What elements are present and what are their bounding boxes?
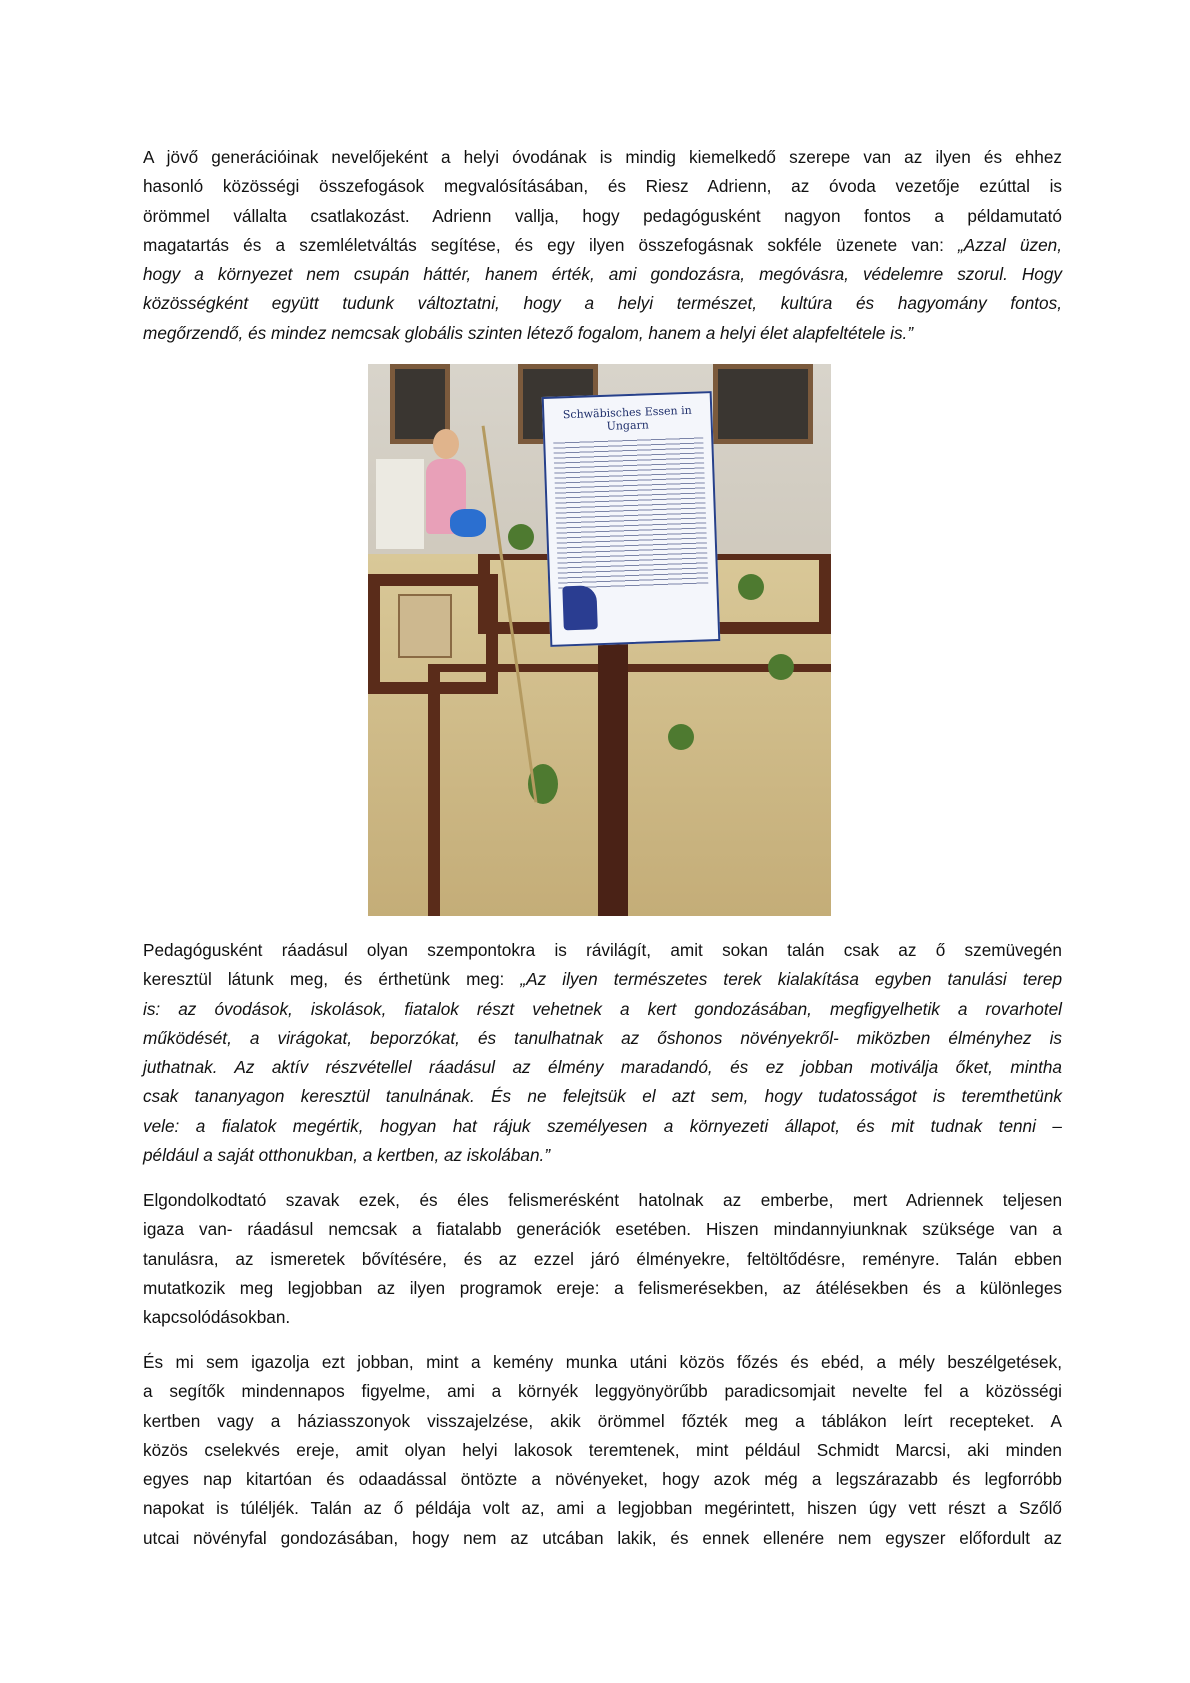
text-run: magatartás és a szemléletváltás segítése, és egy ilyen összefogásnak sokféle üzenete van:: [143, 234, 959, 255]
text-run: kertben vagy a háziasszonyok visszajelzése, akik örömmel főzték meg a táblákon leírt recepteket. A: [143, 1410, 1062, 1431]
text-run: keresztül látunk meg, és érthetünk meg:: [143, 969, 521, 990]
sign-body-text: [553, 435, 708, 590]
text-run: utcai növényfal gondozásában, hogy nem az utcában lakik, és ennek ellenére nem egyszer előfordult az: [143, 1527, 1062, 1548]
text-line: [143, 1215, 1062, 1244]
text-run: mutatkozik meg legjobban az ilyen programok ereje: a felismerésekben, az átélésekben és a különleges: [143, 1277, 1062, 1298]
text-run: egyes nap kitartóan és odaadással öntözte a növényeket, hogy azok még a legszárazabb és legforróbb: [143, 1469, 1062, 1490]
text-line: [143, 1274, 1062, 1303]
text-run: Elgondolkodtató szavak ezek, és éles felismerésként hatolnak az emberbe, mert Adriennek teljesen: [143, 1190, 1062, 1210]
garden-photo: [368, 364, 831, 916]
text-line: [143, 1348, 1062, 1377]
poster-board: [376, 459, 424, 549]
sign-logo: [562, 585, 598, 630]
insect-hotel: [398, 594, 452, 658]
text-run: örömmel vállalta csatlakozást. Adrienn vallja, hogy pedagógusként nagyon fontos a példamutató: [143, 205, 1062, 226]
text-line: [143, 1303, 1062, 1332]
text-line: [143, 143, 1062, 172]
text-line: [143, 1024, 1062, 1053]
window: [713, 364, 813, 444]
text-line: [143, 1524, 1062, 1553]
text-line: [143, 1436, 1062, 1465]
text-run: igaza van- ráadásul nemcsak a fiatalabb generációk esetében. Hiszen mindannyiunknak szüksége van a: [143, 1219, 1062, 1240]
paragraph-1: [143, 143, 1062, 348]
plant: [508, 524, 534, 550]
watering-can: [450, 509, 486, 537]
text-line: [143, 231, 1062, 260]
text-line: [143, 1407, 1062, 1436]
text-run: a segítők mindennapos figyelme, ami a környék leggyönyörűbb paradicsomjait nevelte fel a közösségi: [143, 1381, 1062, 1402]
person-head: [433, 429, 459, 459]
text-run: A jövő generációinak nevelőjeként a helyi óvodának is mindig kiemelkedő szerepe van az ilyen és ehhez: [143, 147, 1062, 167]
plant: [768, 654, 794, 680]
recipe-sign: [542, 391, 721, 647]
quote-text-run: „Azzal üzen,: [958, 234, 1062, 255]
text-run: tanulásra, az ismeretek bővítésére, és az ezzel járó élményekre, feltöltődésre, reményre. Talán ebben: [143, 1248, 1062, 1269]
quote-text-run: közösségként együtt tudunk változtatni, hogy a helyi természet, kultúra és hagyomány fontos,: [143, 293, 1062, 314]
quote-text-run: juthatnak. Az aktív részvétellel ráadásul az élmény maradandó, és ez jobban motiválja őket, mintha: [143, 1057, 1062, 1078]
sign-post: [598, 634, 628, 916]
text-line: [143, 319, 1062, 348]
text-run: Pedagógusként ráadásul olyan szempontokra is rávilágít, amit sokan talán csak az ő szemüvegén: [143, 940, 1062, 960]
text-line: [143, 936, 1062, 965]
text-line: [143, 1186, 1062, 1215]
text-line: [143, 1112, 1062, 1141]
quote-text-run: is: az óvodások, iskolások, fiatalok részt vehetnek a kert gondozásában, megfigyelhetik a rovarhotel: [143, 998, 1062, 1019]
text-line: [143, 1494, 1062, 1523]
plant: [668, 724, 694, 750]
text-line: [143, 202, 1062, 231]
text-run: hasonló közösségi összefogások megvalósításában, és Riesz Adrienn, az óvoda vezetője ezúttal is: [143, 176, 1062, 197]
quote-text-run: hogy a környezet nem csupán háttér, hanem érték, ami gondozásra, megóvásra, védelemre szorul. Hogy: [143, 264, 1062, 285]
quote-text-run: működését, a virágokat, beporzókat, és tanulhatnak az őshonos növényekről- miközben élményhez is: [143, 1027, 1062, 1048]
paragraph-3: [143, 1186, 1062, 1332]
text-line: [143, 1141, 1062, 1170]
quote-text-run: vele: a fialatok megértik, hogyan hat rájuk személyesen a környezeti állapot, és mit tudnak tenni –: [143, 1115, 1062, 1136]
raised-bed: [428, 664, 831, 916]
text-line: [143, 1245, 1062, 1274]
quote-text-run: csak tananyagon keresztül tanulnának. És ne felejtsük el azt sem, hogy tudatosságot is teremthetünk: [143, 1086, 1062, 1107]
text-line: [143, 995, 1062, 1024]
paragraph-2: [143, 936, 1062, 1170]
text-line: [143, 965, 1062, 994]
text-line: [143, 260, 1062, 289]
text-run: napokat is túlélјék. Talán az ő példája volt az, ami a legjobban megérintett, hiszen úgy vett részt a Szőlő: [143, 1498, 1062, 1519]
text-run: És mi sem igazolja ezt jobban, mint a kemény munka utáni közös főzés és ebéd, a mély beszélgetések,: [143, 1352, 1062, 1372]
sign-title: Schwäbisches Essen in Ungarn: [562, 403, 692, 433]
text-line: [143, 1465, 1062, 1494]
quote-text-run: megőrzendő, és mindez nemcsak globális szinten létező fogalom, hanem a helyi élet alapfeltétele is.”: [143, 322, 914, 343]
text-line: [143, 289, 1062, 318]
paragraph-4: [143, 1348, 1062, 1553]
text-line: [143, 1082, 1062, 1111]
text-line: [143, 1053, 1062, 1082]
text-run: kapcsolódásokban.: [143, 1307, 291, 1328]
quote-text-run: például a saját otthonukban, a kertben, az iskolában.”: [143, 1145, 551, 1166]
text-line: [143, 1377, 1062, 1406]
text-run: közös cselekvés ereje, amit olyan helyi lakosok teremtenek, mint például Schmidt Marcsi, aki minden: [143, 1439, 1062, 1460]
quote-text-run: „Az ilyen természetes terek kialakítása egyben tanulási terep: [520, 969, 1063, 990]
plant: [738, 574, 764, 600]
text-line: [143, 172, 1062, 201]
